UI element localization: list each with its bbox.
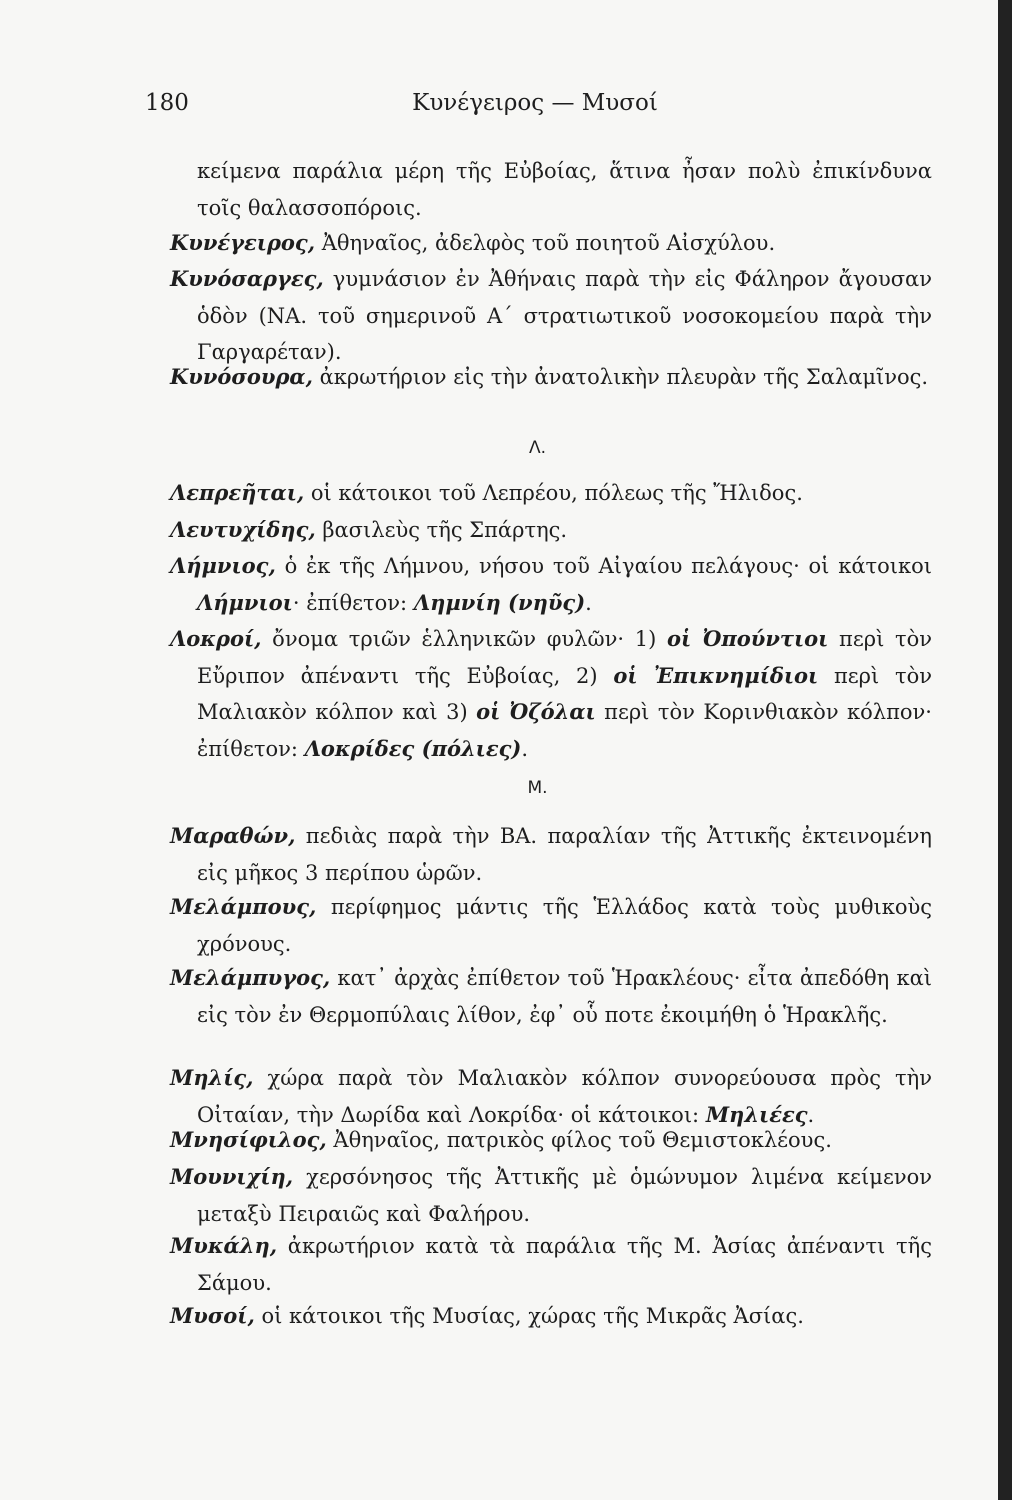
headword: Μαραθών, (170, 823, 296, 848)
entry-lemnios (170, 548, 932, 621)
italic-term: οἱ Ὀπούντιοι (666, 626, 829, 651)
page-edge (998, 0, 1012, 1500)
page-heading: Κυνέγειρος — Μυσοί (412, 90, 658, 116)
entry-text: Ἀθηναῖος, ἀδελφὸς τοῦ ποιητοῦ Αἰσχύλου. (315, 231, 776, 255)
entry-leutychides (170, 512, 932, 549)
entry-text: περὶ τὸν Εὔριπον ἀπέναντι τῆς Εὐβοίας, 2) (197, 627, 933, 688)
entry-kynegeiros (170, 225, 932, 262)
entry-text: κείμενα παράλια μέρη τῆς Εὐβοίας, ἅτινα ἦσαν πολὺ ἐπικίνδυνα τοῖς θαλασσοπόροις. (197, 159, 932, 220)
italic-term: Ληµνίη (νηῦς) (413, 589, 586, 615)
running-head (145, 90, 925, 122)
entry-text: οἱ κάτοικοι τοῦ Λεπρέου, πόλεως τῆς Ἤλιδος. (304, 481, 803, 505)
headword: Λεπρεῆται, (170, 480, 305, 505)
headword: Μνησίφιλος, (170, 1127, 327, 1152)
italic-term: οἱ Ἐπικνημίδιοι (613, 662, 819, 688)
entry-lokroi (170, 621, 932, 767)
headword: Κυνόσουρα, (170, 364, 313, 389)
entry-text: . (585, 590, 592, 615)
entry-text: ὁ ἐκ τῆς Λήμνου, νήσου τοῦ Αἰγαίου πελάγους· οἱ κάτοικοι (275, 554, 932, 578)
entry-mnesiphilos (170, 1122, 932, 1159)
headword: Μυκάλη, (170, 1233, 278, 1258)
entry-text: ἀκρωτήριον κατὰ τὰ παράλια τῆς Μ. Ἀσίας ἀπέναντι τῆς Σάμου. (197, 1234, 932, 1295)
entry-continuation (170, 153, 932, 226)
entry-text: ὄνομα τριῶν ἑλληνικῶν φυλῶν· 1) (261, 627, 667, 651)
section-letter-lambda: Λ. (528, 438, 547, 458)
headword: Μυσοί, (170, 1303, 255, 1328)
entry-kynosoura (170, 359, 932, 396)
headword: Μηλίς, (170, 1065, 254, 1090)
entry-text: περὶ τὸν Μαλιακὸν κόλπον καὶ 3) (197, 663, 932, 724)
italic-term: οἱ Ὀζόλαι (476, 699, 596, 724)
entry-text: οἱ κάτοικοι τῆς Μυσίας, χώρας τῆς Μικρᾶς Ἀσίας. (254, 1304, 804, 1328)
entry-kynosarges (170, 261, 932, 371)
entry-text: κατ᾿ ἀρχὰς ἐπίθετον τοῦ Ἡρακλέους· εἶτα ἀπεδόθη καὶ εἰς τὸν ἐν Θερμοπύλαις λίθον, ἐφ᾿ οὗ ποτε ἐκοιμήθη ὁ Ἡρακλῆς. (197, 966, 932, 1027)
headword: Μελάμπους, (170, 894, 317, 919)
entry-lepreetai (170, 475, 932, 512)
headword: Λευτυχίδης, (170, 517, 316, 542)
headword: Μελάμπυγος, (170, 965, 331, 990)
italic-term: Μηλιέες (705, 1101, 808, 1127)
headword: Κυνόσαργες, (170, 266, 324, 291)
headword: Μουνιχίη, (170, 1164, 294, 1189)
entry-text: πεδιὰς παρὰ τὴν ΒΑ. παραλίαν τῆς Ἀττικῆς ἐκτεινομένη εἰς μῆκος 3 περίπου ὡρῶν. (197, 824, 932, 885)
entry-text: · ἐπίθετον: (292, 590, 414, 615)
page-number: 180 (145, 90, 189, 116)
entry-text: . (521, 736, 529, 761)
italic-term: Λοκρίδες (πόλιες) (304, 735, 522, 761)
entry-text: ἀκρωτήριον εἰς τὴν ἀνατολικὴν πλευρὰν τῆς Σαλαμῖνος. (312, 365, 929, 389)
headword: Κυνέγειρος, (170, 230, 316, 255)
entry-mykale (170, 1228, 932, 1301)
headword: Λοκροί, (170, 626, 262, 651)
entry-text: χώρα παρὰ τὸν Μαλιακὸν κόλπον συνορεύουσα πρὸς τὴν Οἰταίαν, τὴν Δωρίδα καὶ Λοκρίδα· οἱ κάτοικοι: (197, 1066, 932, 1127)
entry-mounichie (170, 1159, 932, 1232)
headword: Λήμνιος, (170, 553, 276, 578)
entry-text: γυμνάσιον ἐν Ἀθήναις παρὰ τὴν εἰς Φάληρον ἄγουσαν ὁδὸν (ΝΑ. τοῦ σημερινοῦ Α΄ στρατιωτικοῦ νοσοκομείου παρὰ τὴν Γαργαρέταν). (197, 267, 932, 364)
entry-marathon (170, 818, 932, 891)
section-letter-mu: Μ. (527, 778, 548, 798)
entry-text: . (807, 1102, 815, 1127)
entry-melampous (170, 889, 932, 962)
entry-text: χερσόνησος τῆς Ἀττικῆς μὲ ὁμώνυμον λιμένα κείμενον μεταξὺ Πειραιῶς καὶ Φαλήρου. (197, 1165, 932, 1226)
entry-text: βασιλεὺς τῆς Σπάρτης. (315, 518, 568, 542)
entry-text: Ἀθηναῖος, πατρικὸς φίλος τοῦ Θεμιστοκλέους. (326, 1128, 832, 1152)
entry-text: περίφημος μάντις τῆς Ἑλλάδος κατὰ τοὺς μυθικοὺς χρόνους. (197, 895, 932, 956)
entry-mysoi (170, 1298, 932, 1335)
entry-melampygos (170, 960, 932, 1033)
entry-text: περὶ τὸν Κορινθιακὸν κόλπον· ἐπίθετον: (197, 700, 932, 761)
italic-term: Λήμνιοι (197, 589, 293, 615)
